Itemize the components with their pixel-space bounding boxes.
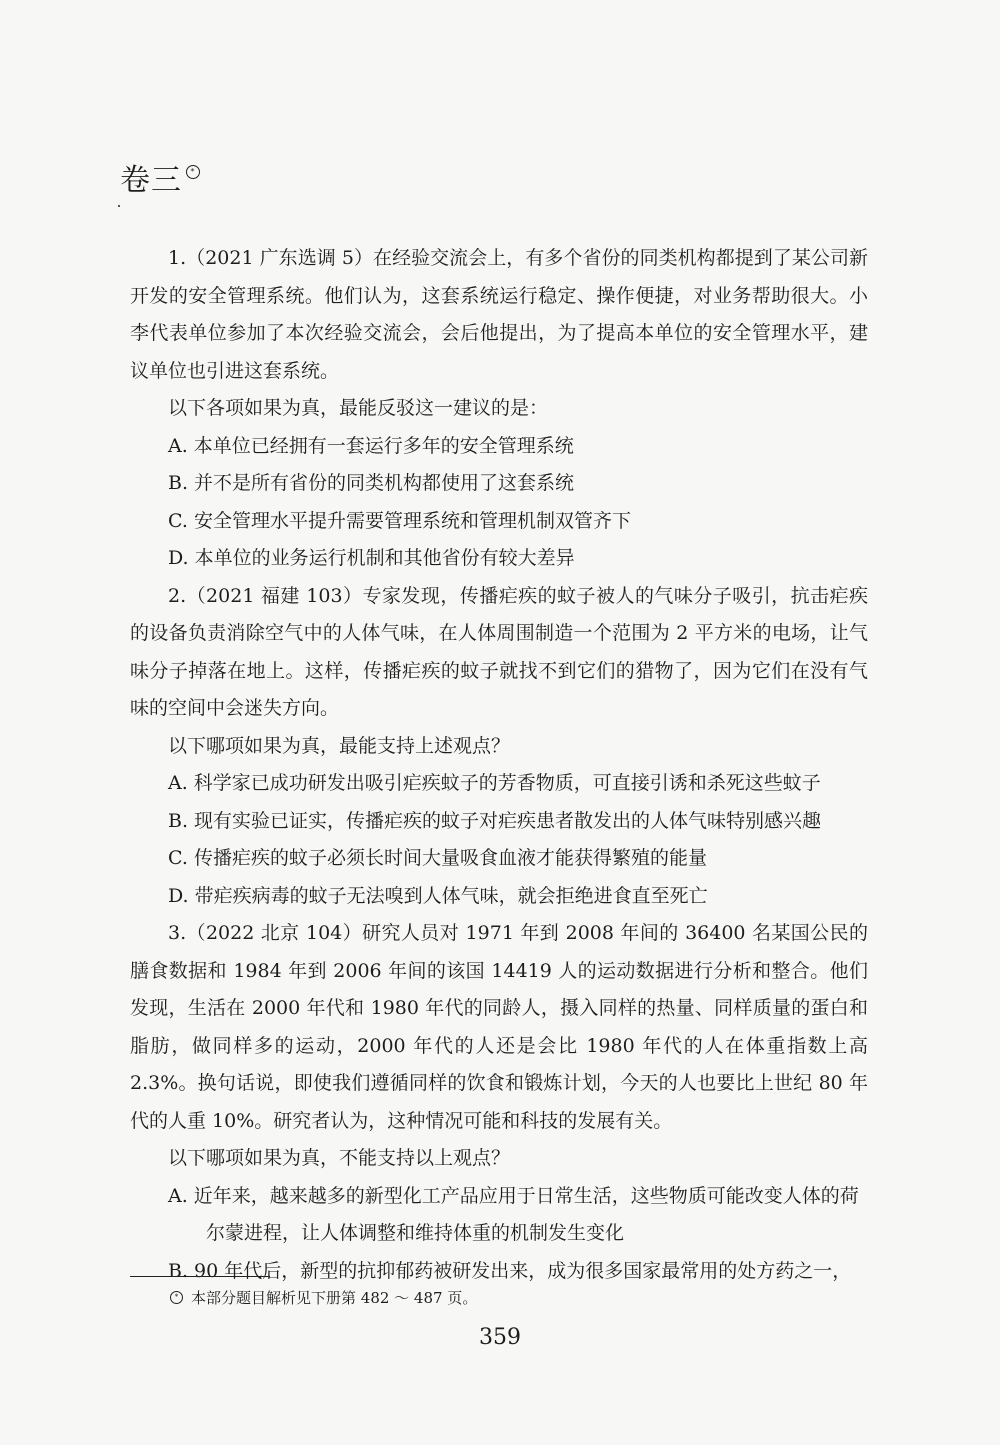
question-prompt: 以下哪项如果为真，最能支持上述观点？ xyxy=(168,734,511,757)
footnote-text: 本部分题目解析见下册第 482 ～ 487 页。 xyxy=(191,1289,478,1307)
question-stem: 3.（2022 北京 104）研究人员对 1971 年到 2008 年间的 36400 名某国公民的膳食数据和 1984 年到 2006 年间的该国 14419 人的运动数据进行分析和整合。他们发现，生活在 2000 年代和 1980 年代的同龄人，摄入同样的热量、同样质量的蛋白和脂肪，做同样多的运动，2000 年代的人还是会比 1980 年代的人在体重指数上高 2.3%。换句话说，即使我们遵循同样的饮食和锻炼计划，今天的人也要比上世纪 80 年代的人重 10%。研究者认为，这种情况可能和科技的发展有关。 xyxy=(130,922,868,1132)
page-title xyxy=(120,161,200,201)
option-b: B. 90 年代后，新型的抗抑郁药被研发出来，成为很多国家最常用的处方药之一， xyxy=(168,1259,852,1282)
footnote xyxy=(170,1286,477,1310)
footnote-marker-icon: * xyxy=(170,1291,183,1304)
page-title-text: 卷三 xyxy=(120,163,182,198)
footnote-marker-icon: * xyxy=(186,165,200,179)
page-number: 359 xyxy=(479,1325,521,1350)
option-a: A. 科学家已成功研发出吸引疟疾蚊子的芳香物质，可直接引诱和杀死这些蚊子 xyxy=(168,772,821,794)
option-a: A. 本单位已经拥有一套运行多年的安全管理系统 xyxy=(168,434,574,457)
option-b: B. 现有实验已证实，传播疟疾的蚊子对疟疾患者散发出的人体气味特别感兴趣 xyxy=(168,809,822,832)
option-d: D. 本单位的业务运行机制和其他省份有较大差异 xyxy=(168,547,575,569)
main-content xyxy=(130,240,868,1290)
option-c: C. 传播疟疾的蚊子必须长时间大量吸食血液才能获得繁殖的能量 xyxy=(168,847,707,869)
option-b: B. 并不是所有省份的同类机构都使用了这套系统 xyxy=(168,472,575,494)
question-prompt: 以下哪项如果为真，不能支持以上观点？ xyxy=(168,1147,511,1169)
option-d: D. 带疟疾病毒的蚊子无法嗅到人体气味，就会拒绝进食直至死亡 xyxy=(168,884,708,907)
question-3 xyxy=(130,915,868,1290)
question-stem: 1.（2021 广东选调 5）在经验交流会上，有多个省份的同类机构都提到了某公司新开发的安全管理系统。他们认为，这套系统运行稳定、操作便捷，对业务帮助很大。小李代表单位参加了本次经验交流会，会后他提出，为了提高本单位的安全管理水平，建议单位也引进这套系统。 xyxy=(130,247,868,382)
question-2 xyxy=(130,578,868,916)
option-c: C. 安全管理水平提升需要管理系统和管理机制双管齐下 xyxy=(168,509,631,532)
question-1 xyxy=(130,240,868,578)
question-prompt: 以下各项如果为真，最能反驳这一建议的是： xyxy=(168,397,549,419)
scan-speck xyxy=(118,205,120,207)
footnote-divider xyxy=(130,1276,270,1277)
question-stem: 2.（2021 福建 103）专家发现，传播疟疾的蚊子被人的气味分子吸引，抗击疟疾的设备负责消除空气中的人体气味，在人体周围制造一个范围为 2 平方米的电场，让气味分子掉落在地上。这样，传播疟疾的蚊子就找不到它们的猎物了，因为它们在没有气味的空间中会迷失方向。 xyxy=(130,584,868,719)
option-a: A. 近年来，越来越多的新型化工产品应用于日常生活，这些物质可能改变人体的荷尔蒙进程，让人体调整和维持体重的机制发生变化 xyxy=(168,1184,859,1244)
